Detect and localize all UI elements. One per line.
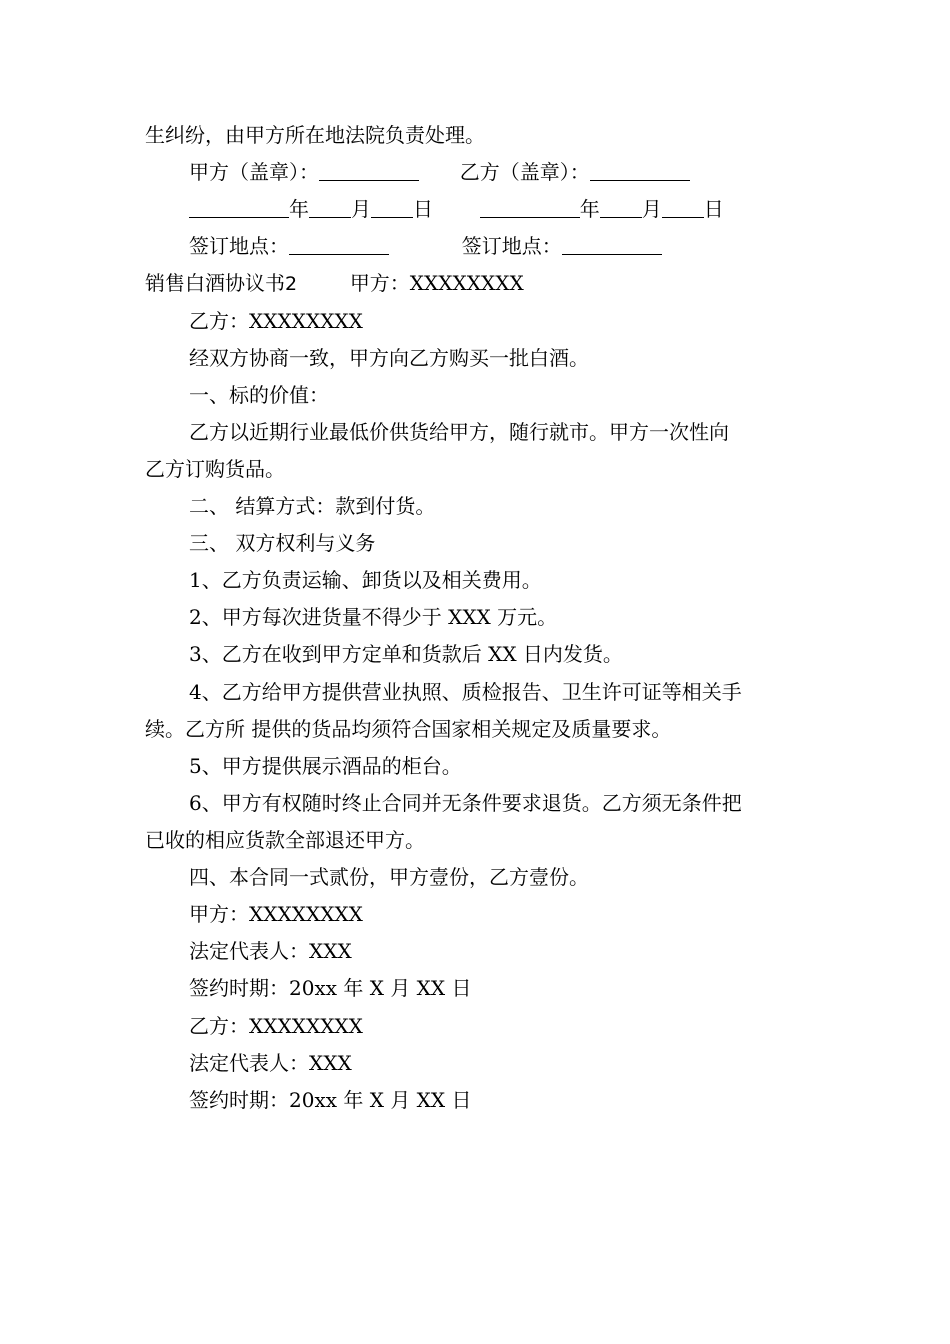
party-b-place-label: 签订地点： [461, 234, 562, 258]
clause-item-1: 1、乙方负责运输、卸货以及相关费用。 [189, 568, 542, 592]
clause-item-6-line-2: 已收的相应货款全部退还甲方。 [145, 828, 425, 852]
signature-party-b-representative: 法定代表人：XXX [189, 1051, 352, 1075]
signature-party-b-date: 签约时期：20xx 年 X 月 XX 日 [189, 1088, 472, 1112]
party-a-seal-label: 甲方（盖章）： [189, 160, 319, 184]
party-a-day-blank [371, 191, 413, 218]
year-label: 年 [289, 197, 309, 221]
party-a-place-label: 签订地点： [189, 234, 289, 258]
date-row [189, 191, 815, 228]
clause-item-3: 3、乙方在收到甲方定单和货款后 XX 日内发货。 [189, 642, 623, 666]
section-4: 四、本合同一式贰份，甲方壹份，乙方壹份。 [189, 865, 589, 889]
party-b-day-blank [662, 191, 704, 218]
month-label: 月 [641, 197, 662, 221]
party-b-seal-label: 乙方（盖章）： [459, 160, 590, 184]
party-b-month-blank [600, 191, 642, 218]
day-label: 日 [703, 197, 724, 221]
agreement-number: 2 [285, 273, 298, 295]
dispute-clause-continuation: 生纠纷，由甲方所在地法院负责处理。 [145, 123, 485, 147]
clause-item-5: 5、甲方提供展示酒品的柜台。 [189, 754, 462, 778]
party-b-seal-blank [590, 154, 690, 181]
party-b-name: 乙方：XXXXXXXX [189, 309, 363, 333]
signature-party-a-representative: 法定代表人：XXX [189, 939, 352, 963]
party-a-name: 甲方：XXXXXXXX [349, 271, 524, 295]
signature-party-a-date: 签约时期：20xx 年 X 月 XX 日 [189, 976, 472, 1000]
clause-item-2: 2、甲方每次进货量不得少于 XXX 万元。 [189, 605, 558, 629]
intro-paragraph: 经双方协商一致，甲方向乙方购买一批白酒。 [189, 346, 589, 370]
party-a-seal-blank [319, 154, 419, 181]
party-b-year-blank [480, 191, 580, 218]
section-1-heading: 一、标的价值： [189, 383, 329, 407]
party-a-place-blank [289, 228, 389, 255]
clause-item-6-line-1: 6、甲方有权随时终止合同并无条件要求退货。乙方须无条件把 [189, 791, 742, 815]
section-1-text-line-1: 乙方以近期行业最低价供货给甲方，随行就市。甲方一次性向 [189, 420, 729, 444]
signing-place-row [189, 228, 815, 265]
agreement-title: 销售白酒协议书 [145, 271, 285, 295]
month-label: 月 [351, 197, 371, 221]
party-a-year-blank [189, 191, 289, 218]
day-label: 日 [413, 197, 433, 221]
section-1-text-line-2: 乙方订购货品。 [145, 457, 285, 481]
clause-item-4-line-1: 4、乙方给甲方提供营业执照、质检报告、卫生许可证等相关手 [189, 680, 742, 704]
year-label: 年 [579, 197, 600, 221]
section-3-heading: 三、 双方权利与义务 [189, 531, 376, 555]
section-2: 二、 结算方式：款到付货。 [189, 494, 436, 518]
party-b-place-blank [562, 228, 662, 255]
seal-row [189, 154, 815, 191]
signature-party-b: 乙方：XXXXXXXX [189, 1014, 363, 1038]
clause-item-4-line-2: 续。乙方所 提供的货品均须符合国家相关规定及质量要求。 [145, 717, 672, 741]
agreement-title-row [145, 265, 815, 302]
signature-party-a: 甲方：XXXXXXXX [189, 902, 363, 926]
party-a-month-blank [309, 191, 351, 218]
